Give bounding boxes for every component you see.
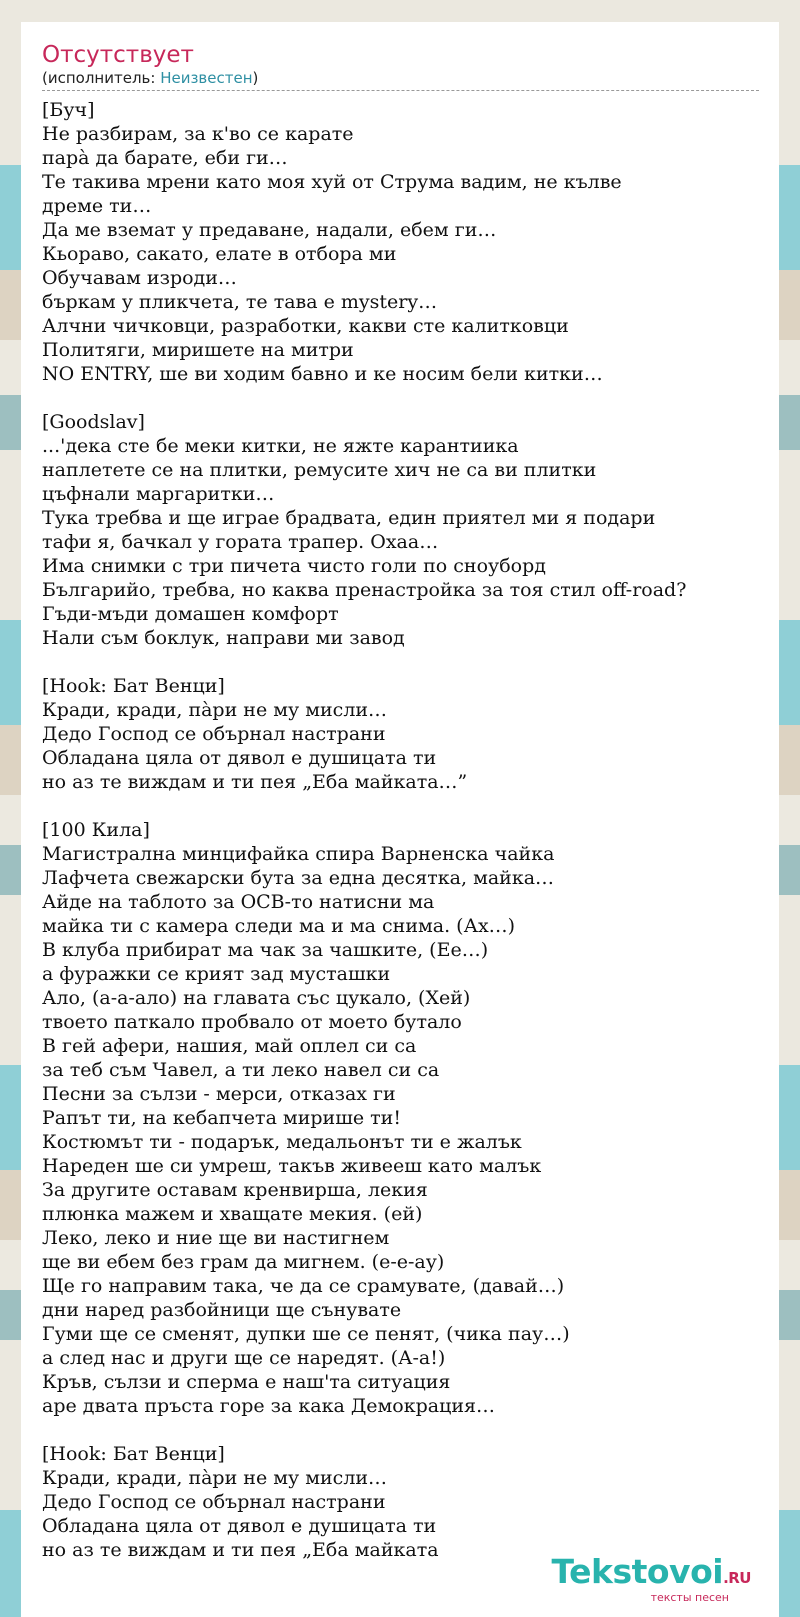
lyrics-card [21, 22, 779, 1617]
lyric-line: дни наред разбойници ще сънувате [42, 1299, 402, 1321]
lyric-line [42, 1418, 759, 1442]
lyric-line: Нареден ше си умреш, такъв живееш като малък [42, 1155, 542, 1177]
lyric-line: цъфнали маргаритки… [42, 483, 275, 505]
lyric-line: парà да барате, еби ги… [42, 147, 288, 169]
lyric-line: аре двата пръста горе за кака Демокрация… [42, 1395, 495, 1417]
lyric-line: тафи я, бачкал у гората трапер. Охаа… [42, 531, 439, 553]
lyric-line: [Буч] [42, 99, 95, 121]
lyric-line: Айде на таблото за ОСВ-то натисни ма [42, 891, 435, 913]
lyric-line: дреме ти… [42, 195, 152, 217]
lyric-line: Те такива мрени като моя хуй от Струма вадим, не кълве [42, 171, 622, 193]
lyric-line: Магистрална минцифайка спира Варненска чайка [42, 843, 555, 865]
lyric-line: наплетете се на плитки, ремусите хич не са ви плитки [42, 459, 597, 481]
lyric-line: Обучавам изроди… [42, 267, 237, 289]
lyric-line [42, 650, 759, 674]
lyric-line: Нали съм боклук, направи ми завод [42, 627, 405, 649]
lyric-line: Обладана цяла от дявол е душицата ти [42, 1515, 437, 1537]
artist-prefix: (исполнитель: [42, 69, 161, 87]
lyric-line: Алчни чичковци, разработки, какви сте калитковци [42, 315, 569, 337]
lyric-line: Българийо, требва, но каква пренастройка за тоя стил off-road? [42, 579, 687, 601]
lyric-line: а след нас и други ще се наредят. (А-а!) [42, 1347, 446, 1369]
artist-suffix: ) [252, 69, 259, 87]
logo-tagline: тексты песен [650, 1591, 729, 1604]
lyric-line: Да ме вземат у предаване, надали, ебем ги… [42, 219, 497, 241]
lyric-line: Лафчета свежарски бута за една десятка, майка… [42, 867, 555, 889]
lyric-line: Гъди-мъди домашен комфорт [42, 603, 339, 625]
lyric-line: За другите оставам кренвирша, лекия [42, 1179, 428, 1201]
lyric-line: Обладана цяла от дявол е душицата ти [42, 747, 437, 769]
lyric-line: Костюмът ти - подарък, медальонът ти е жалък [42, 1131, 522, 1153]
lyric-line [42, 386, 759, 410]
lyric-line: Леко, леко и ние ще ви настигнем [42, 1227, 390, 1249]
song-title: Отсутствует [42, 42, 194, 68]
lyric-line: Ще го направим така, че да се срамувате, (давай…) [42, 1275, 565, 1297]
lyric-line: за теб съм Чавел, а ти леко навел си са [42, 1059, 440, 1081]
lyric-line: Кьораво, сакато, елате в отбора ми [42, 243, 397, 265]
lyric-line: Тука требва и ще играе брадвата, един приятел ми я подари [42, 507, 656, 529]
lyrics-text [42, 98, 759, 1562]
artist-line [42, 69, 759, 91]
lyric-line [42, 794, 759, 818]
lyric-line: Рапът ти, на кебапчета мирише ти! [42, 1107, 401, 1129]
lyric-line: Ало, (а-а-ало) на главата със цукало, (Хей) [42, 987, 471, 1009]
lyric-line: Дедо Господ се обърнал настрани [42, 723, 386, 745]
lyric-line: [Hook: Бат Венци] [42, 1443, 225, 1465]
lyric-line: Песни за сълзи - мерси, отказах ги [42, 1083, 396, 1105]
lyric-line: Кради, кради, пàри не му мисли… [42, 699, 388, 721]
lyric-line: Кради, кради, пàри не му мисли… [42, 1467, 388, 1489]
lyric-line: Гуми ще се сменят, дупки ше се пенят, (чика пау…) [42, 1323, 570, 1345]
lyric-line: но аз те виждам и ти пея „Еба майката…” [42, 771, 468, 793]
lyric-line: твоето паткало пробвало от моето бутало [42, 1011, 462, 1033]
lyric-line: ще ви ебем без грам да мигнем. (е-е-ау) [42, 1251, 445, 1273]
lyric-line: В клуба прибират ма чак за чашките, (Ее…) [42, 939, 489, 961]
lyric-line: ...'дека сте бе меки китки, не яжте карантиика [42, 435, 519, 457]
lyric-line: плюнка мажем и хващате мекия. (ей) [42, 1203, 423, 1225]
lyric-line: но аз те виждам и ти пея „Еба майката [42, 1539, 439, 1561]
logo-tld: .RU [723, 1569, 751, 1587]
lyric-line: Не разбирам, за к'во се карате [42, 123, 354, 145]
lyric-line: [Goodslav] [42, 411, 145, 433]
logo-wordmark [551, 1552, 751, 1595]
lyric-line: Дедо Господ се обърнал настрани [42, 1491, 386, 1513]
lyric-line: NO ENTRY, ше ви ходим бавно и ке носим бели китки… [42, 363, 603, 385]
lyric-line: Политяги, миришете на митри [42, 339, 354, 361]
lyric-line: а фуражки се крият зад мусташки [42, 963, 391, 985]
lyric-line: [Hook: Бат Венци] [42, 675, 225, 697]
lyric-line: [100 Кила] [42, 819, 150, 841]
lyric-line: бъркам у пликчета, те тава е mystery… [42, 291, 438, 313]
lyric-line: Има снимки с три пичета чисто голи по сноуборд [42, 555, 546, 577]
lyric-line: В гей афери, нашия, май оплел си са [42, 1035, 417, 1057]
lyric-line: Кръв, сълзи и сперма е наш'та ситуация [42, 1371, 451, 1393]
site-logo[interactable] [551, 1552, 751, 1604]
lyric-line: майка ти с камера следи ма и ма снима. (Ах…) [42, 915, 516, 937]
artist-link[interactable]: Неизвестен [160, 69, 253, 87]
logo-name: Tekstovoi [551, 1552, 724, 1591]
